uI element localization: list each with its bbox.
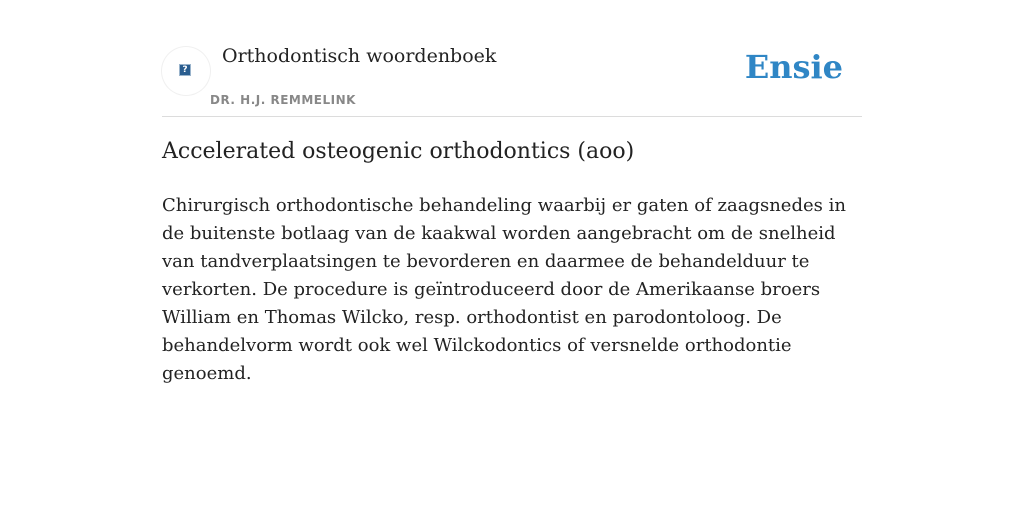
entry-title: Accelerated osteogenic orthodontics (aoo) xyxy=(162,139,635,164)
entry-card xyxy=(162,0,862,384)
entry-definition: Chirurgisch orthodontische behandeling waarbij er gaten of zaagsnedes in de buitenste botlaag van de kaakwal worden aangebracht om de snelheid van tandverplaatsingen te bevorderen en daarmee de behandelduur te verkorten. De procedure is geïntroduceerd door de Amerikaanse broers William en Thomas Wilcko, resp. orthodontist en parodontoloog. De behandelvorm wordt ook wel Wilckodontics of versnelde orthodontie genoemd. xyxy=(162,195,846,384)
question-mark-icon: ? xyxy=(179,64,191,76)
book-header xyxy=(162,0,862,117)
author-name[interactable]: DR. H.J. REMMELINK xyxy=(210,93,356,107)
book-thumbnail[interactable] xyxy=(162,47,210,95)
ensie-logo[interactable]: Ensie xyxy=(744,48,843,86)
book-title[interactable]: Orthodontisch woordenboek xyxy=(222,45,497,67)
